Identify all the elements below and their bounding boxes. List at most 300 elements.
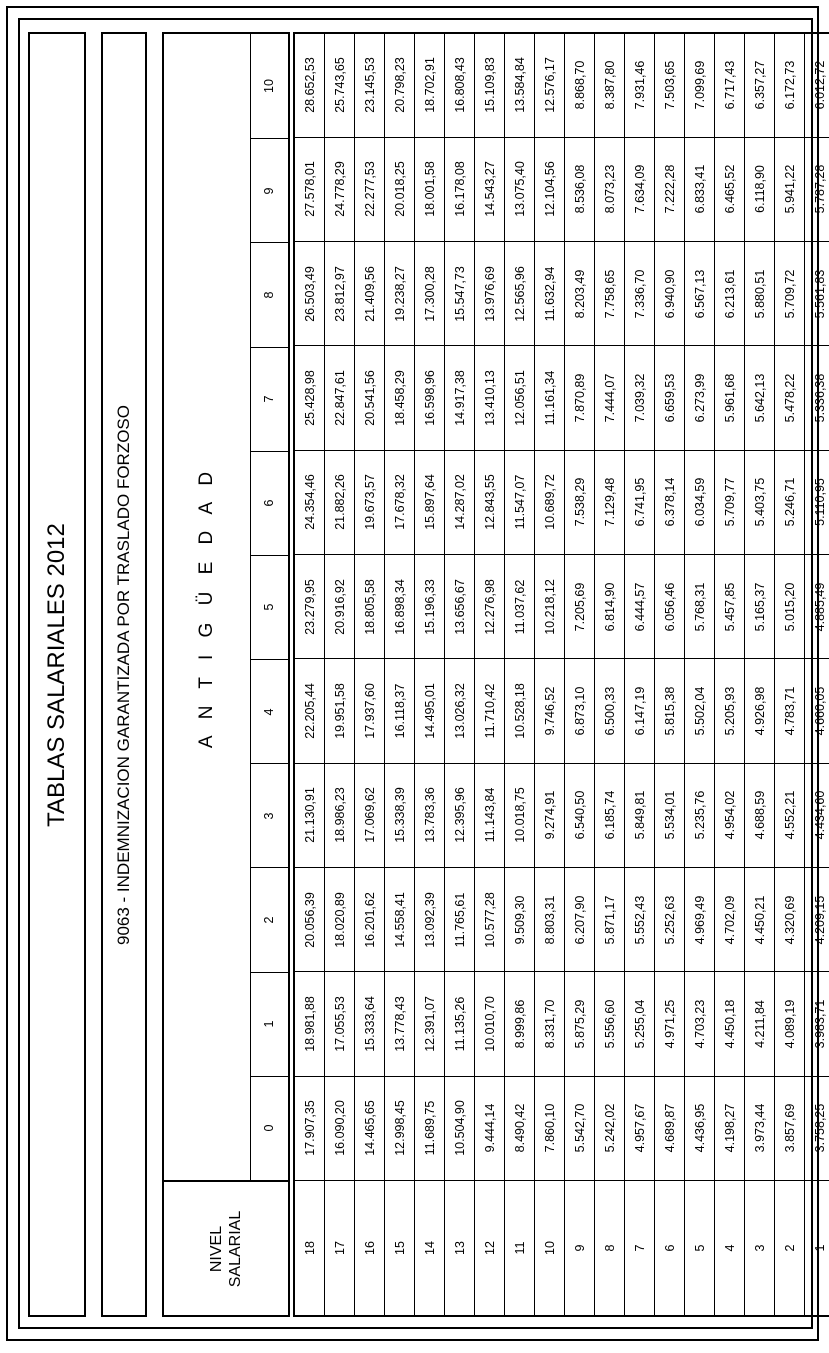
table-cell (595, 242, 625, 346)
nivel-cell (655, 1181, 685, 1316)
nivel-cell (685, 1181, 715, 1316)
table-cell (625, 555, 655, 659)
salary-value: 6.118,90 (752, 165, 767, 214)
table-cell (775, 450, 805, 554)
table-cell (805, 1076, 829, 1180)
table-cell (445, 346, 475, 450)
nivel-row (294, 1181, 829, 1316)
salary-value: 15.897,64 (422, 474, 437, 531)
table-cell (745, 137, 775, 241)
table-cell (325, 346, 355, 450)
salary-value: 24.778,29 (332, 161, 347, 218)
table-cell (625, 242, 655, 346)
salary-value: 5.871,17 (602, 895, 617, 945)
salary-value: 13.584,84 (512, 57, 527, 114)
year-row-2 (294, 868, 829, 972)
salary-value: 8.536,08 (572, 165, 587, 214)
salary-value: 21.130,91 (302, 787, 317, 844)
salary-value: 12.104,56 (542, 161, 557, 218)
table-cell (355, 763, 385, 867)
table-cell (325, 137, 355, 241)
table-cell (715, 450, 745, 554)
salary-value: 8.387,80 (602, 61, 617, 110)
table-cell (385, 659, 415, 763)
year-label: 6 (262, 499, 276, 507)
table-cell (565, 555, 595, 659)
salary-value: 15.196,33 (422, 578, 437, 635)
salary-value: 6.273,99 (692, 373, 707, 423)
salary-value: 6.012,72 (812, 61, 827, 110)
table-cell (294, 242, 325, 346)
page-subtitle: 9063 - INDEMNIZACION GARANTIZADA POR TRASLADO FORZOSO (114, 404, 133, 945)
salary-value: 18.805,58 (362, 578, 377, 635)
salary-value: 22.277,53 (362, 161, 377, 218)
table-cell (355, 33, 385, 137)
salary-value: 17.937,60 (362, 683, 377, 739)
salary-value: 5.642,13 (752, 373, 767, 423)
salary-value: 10.689,72 (542, 474, 557, 531)
salary-value: 4.957,67 (632, 1104, 647, 1153)
table-cell (805, 555, 829, 659)
salary-value: 5.815,38 (662, 686, 677, 736)
salary-value: 14.917,38 (452, 370, 467, 426)
salary-value: 8.868,70 (572, 61, 587, 110)
salary-value: 10.528,18 (512, 683, 527, 739)
year-header-3 (250, 763, 288, 867)
nivel-label: 15 (392, 1241, 407, 1255)
table-cell (715, 33, 745, 137)
year-label: 7 (262, 395, 276, 403)
nivel-cell (325, 1181, 355, 1316)
salary-value: 6.940,90 (662, 269, 677, 319)
salary-table (293, 32, 829, 1317)
nivel-cell (595, 1181, 625, 1316)
nivel-label: 4 (722, 1244, 737, 1252)
table-cell (325, 659, 355, 763)
table-cell (535, 346, 565, 450)
salary-value: 13.026,32 (452, 683, 467, 739)
table-cell (775, 1076, 805, 1180)
nivel-cell (775, 1181, 805, 1316)
salary-value: 10.577,28 (482, 891, 497, 948)
salary-value: 17.907,35 (302, 1100, 317, 1157)
salary-value: 8.999,86 (512, 999, 527, 1049)
salary-value: 21.882,26 (332, 474, 347, 531)
salary-value: 4.688,59 (752, 791, 767, 840)
table-cell (805, 450, 829, 554)
table-cell (355, 659, 385, 763)
table-cell (355, 972, 385, 1076)
table-cell (745, 346, 775, 450)
table-cell (625, 659, 655, 763)
table-cell (445, 763, 475, 867)
salary-value: 6.540,50 (572, 791, 587, 840)
salary-value: 6.172,73 (782, 61, 797, 110)
salary-value: 23.145,53 (362, 57, 377, 114)
salary-value: 15.109,83 (482, 57, 497, 114)
salary-value: 8.490,42 (512, 1104, 527, 1153)
salary-value: 5.709,72 (782, 269, 797, 319)
table-cell (535, 137, 565, 241)
salary-value: 13.656,67 (452, 578, 467, 635)
salary-value: 6.741,95 (632, 478, 647, 527)
salary-value: 5.787,28 (812, 165, 827, 214)
salary-value: 14.495,01 (422, 683, 437, 739)
table-cell (294, 659, 325, 763)
year-row-7 (294, 346, 829, 450)
table-cell (505, 346, 535, 450)
year-header-7 (250, 347, 288, 451)
table-cell (385, 242, 415, 346)
table-cell (595, 868, 625, 972)
year-header-4 (250, 659, 288, 763)
table-cell (655, 659, 685, 763)
table-cell (415, 868, 445, 972)
nivel-cell (565, 1181, 595, 1316)
year-row-1 (294, 972, 829, 1076)
table-cell (775, 242, 805, 346)
nivel-label: 16 (362, 1241, 377, 1255)
table-cell (505, 242, 535, 346)
nivel-cell (805, 1181, 829, 1316)
table-cell (355, 868, 385, 972)
header-box (162, 32, 290, 1317)
table-cell (385, 137, 415, 241)
salary-value: 6.185,74 (602, 791, 617, 840)
table-cell (565, 33, 595, 137)
table-cell (355, 346, 385, 450)
nivel-label: 1 (812, 1244, 827, 1252)
salary-value: 7.222,28 (662, 165, 677, 214)
salary-value: 11.143,84 (482, 788, 497, 843)
salary-value: 5.961,68 (722, 373, 737, 423)
salary-value: 12.998,45 (392, 1100, 407, 1157)
table-cell (445, 33, 475, 137)
table-cell (625, 972, 655, 1076)
salary-value: 24.354,46 (302, 474, 317, 531)
salary-value: 5.110,95 (812, 478, 827, 527)
table-cell (385, 450, 415, 554)
table-cell (595, 137, 625, 241)
year-header-9 (250, 138, 288, 242)
salary-value: 16.118,37 (392, 683, 407, 739)
salary-value: 6.833,41 (692, 165, 707, 214)
salary-value: 5.252,63 (662, 895, 677, 945)
table-cell (325, 242, 355, 346)
nivel-cell (505, 1181, 535, 1316)
table-cell (475, 868, 505, 972)
salary-value: 28.652,53 (302, 57, 317, 114)
salary-value: 7.870,89 (572, 373, 587, 423)
salary-value: 15.547,73 (452, 266, 467, 322)
year-header-10 (250, 34, 288, 138)
salary-value: 13.092,39 (422, 891, 437, 948)
salary-value: 18.020,89 (332, 891, 347, 948)
table-cell (385, 555, 415, 659)
salary-value: 6.814,90 (602, 582, 617, 632)
year-header-5 (250, 555, 288, 659)
salary-value: 4.703,23 (692, 999, 707, 1049)
table-cell (445, 137, 475, 241)
table-cell (535, 450, 565, 554)
salary-value: 11.547,07 (512, 475, 527, 530)
table-cell (685, 1076, 715, 1180)
nivel-label: 13 (452, 1241, 467, 1255)
table-cell (805, 972, 829, 1076)
table-cell (294, 868, 325, 972)
nivel-cell (445, 1181, 475, 1316)
salary-value: 10.504,90 (452, 1100, 467, 1157)
salary-value: 23.279,95 (302, 578, 317, 635)
salary-value: 11.135,26 (452, 996, 467, 1052)
table-cell (355, 555, 385, 659)
table-cell (745, 763, 775, 867)
subtitle-box (101, 32, 147, 1317)
table-cell (445, 868, 475, 972)
salary-value: 4.660,05 (812, 686, 827, 736)
table-cell (685, 972, 715, 1076)
table-cell (625, 1076, 655, 1180)
salary-value: 19.238,27 (392, 266, 407, 322)
salary-value: 16.090,20 (332, 1100, 347, 1157)
salary-value: 4.209,15 (812, 895, 827, 945)
table-cell (535, 1076, 565, 1180)
salary-value: 16.808,43 (452, 57, 467, 114)
salary-value: 6.207,90 (572, 895, 587, 945)
nivel-label: 18 (302, 1241, 317, 1255)
salary-value: 4.436,95 (692, 1104, 707, 1153)
salary-value: 6.378,14 (662, 478, 677, 527)
salary-value: 7.336,70 (632, 269, 647, 319)
table-cell (625, 868, 655, 972)
table-cell (565, 659, 595, 763)
title-box (28, 32, 86, 1317)
table-cell (415, 346, 445, 450)
salary-value: 12.056,51 (512, 370, 527, 426)
table-cell (805, 242, 829, 346)
table-cell (775, 346, 805, 450)
salary-value: 15.338,39 (392, 787, 407, 844)
table-cell (745, 659, 775, 763)
salary-value: 18.986,23 (332, 787, 347, 844)
table-cell (294, 33, 325, 137)
salary-value: 3.857,69 (782, 1104, 797, 1153)
salary-value: 5.768,31 (692, 582, 707, 632)
table-cell (805, 868, 829, 972)
table-cell (415, 763, 445, 867)
table-cell (475, 450, 505, 554)
salary-value: 5.165,37 (752, 582, 767, 632)
table-cell (685, 450, 715, 554)
salary-value: 5.403,75 (752, 478, 767, 527)
table-cell (655, 972, 685, 1076)
table-cell (294, 972, 325, 1076)
table-cell (745, 450, 775, 554)
salary-value: 17.069,62 (362, 787, 377, 844)
table-cell (475, 555, 505, 659)
table-cell (685, 659, 715, 763)
table-cell (655, 868, 685, 972)
table-cell (445, 450, 475, 554)
table-cell (445, 1076, 475, 1180)
table-cell (415, 1076, 445, 1180)
salary-value: 13.778,43 (392, 996, 407, 1052)
salary-value: 4.089,19 (782, 999, 797, 1049)
table-cell (595, 555, 625, 659)
salary-value: 17.055,53 (332, 996, 347, 1052)
salary-value: 18.702,91 (422, 57, 437, 114)
table-cell (685, 346, 715, 450)
table-cell (715, 1076, 745, 1180)
salary-value: 7.099,69 (692, 61, 707, 110)
table-cell (505, 450, 535, 554)
table-cell (325, 972, 355, 1076)
table-cell (685, 242, 715, 346)
table-cell (415, 450, 445, 554)
table-cell (475, 972, 505, 1076)
salary-value: 5.556,60 (602, 999, 617, 1049)
salary-value: 4.434,60 (812, 791, 827, 840)
table-cell (715, 137, 745, 241)
table-cell (415, 659, 445, 763)
salary-value: 4.885,49 (812, 582, 827, 632)
table-cell (565, 137, 595, 241)
year-label: 3 (262, 812, 276, 820)
table-cell (505, 1076, 535, 1180)
salary-value: 6.034,59 (692, 478, 707, 527)
salary-value: 6.357,27 (752, 61, 767, 110)
table-cell (745, 33, 775, 137)
table-cell (475, 33, 505, 137)
salary-value: 4.450,21 (752, 895, 767, 945)
salary-value: 5.457,85 (722, 582, 737, 632)
table-cell (775, 972, 805, 1076)
year-row-3 (294, 763, 829, 867)
table-cell (625, 450, 655, 554)
table-cell (565, 868, 595, 972)
table-cell (685, 868, 715, 972)
table-cell (625, 33, 655, 137)
salary-value: 9.509,30 (512, 895, 527, 945)
salary-value: 13.075,40 (512, 161, 527, 218)
salary-value: 6.873,10 (572, 686, 587, 736)
nivel-cell (715, 1181, 745, 1316)
year-header-2 (250, 867, 288, 971)
salary-value: 5.941,22 (782, 165, 797, 214)
table-cell (294, 763, 325, 867)
year-label: 0 (262, 1124, 276, 1132)
table-cell (715, 868, 745, 972)
salary-value: 10.218,12 (542, 578, 557, 635)
salary-value: 11.037,62 (512, 579, 527, 635)
table-cell (745, 868, 775, 972)
table-cell (715, 242, 745, 346)
table-cell (475, 659, 505, 763)
table-cell (505, 659, 535, 763)
salary-value: 4.783,71 (782, 686, 797, 736)
year-row-10 (294, 33, 829, 137)
table-cell (625, 763, 655, 867)
nivel-cell (355, 1181, 385, 1316)
salary-value: 25.743,65 (332, 57, 347, 114)
table-cell (385, 763, 415, 867)
salary-value: 5.542,70 (572, 1104, 587, 1153)
salary-value: 6.567,13 (692, 269, 707, 319)
nivel-cell (294, 1181, 325, 1316)
salary-value: 21.409,56 (362, 266, 377, 322)
nivel-label: 7 (632, 1244, 647, 1252)
table-cell (505, 868, 535, 972)
salary-value: 9.746,52 (542, 686, 557, 736)
salary-value: 5.880,51 (752, 269, 767, 319)
table-cell (445, 555, 475, 659)
salary-value: 5.015,20 (782, 582, 797, 632)
table-cell (655, 450, 685, 554)
year-row-4 (294, 659, 829, 763)
salary-value: 4.552,21 (782, 791, 797, 840)
salary-value: 18.001,58 (422, 161, 437, 218)
year-label: 8 (262, 291, 276, 299)
year-label: 9 (262, 187, 276, 195)
salary-value: 13.783,36 (422, 787, 437, 844)
salary-value: 7.039,32 (632, 373, 647, 423)
nivel-cell (475, 1181, 505, 1316)
table-cell (715, 972, 745, 1076)
year-row-9 (294, 137, 829, 241)
table-cell (535, 659, 565, 763)
salary-value: 8.073,23 (602, 165, 617, 214)
salary-value: 4.926,98 (752, 686, 767, 736)
table-cell (685, 763, 715, 867)
table-cell (715, 346, 745, 450)
table-cell (775, 868, 805, 972)
salary-value: 14.287,02 (452, 474, 467, 531)
year-label: 2 (262, 916, 276, 924)
table-cell (475, 763, 505, 867)
salary-value: 5.242,02 (602, 1104, 617, 1153)
nivel-label: 2 (782, 1244, 797, 1252)
salary-value: 5.875,29 (572, 999, 587, 1049)
salary-value: 6.444,57 (632, 582, 647, 632)
salary-value: 5.255,04 (632, 999, 647, 1049)
salary-value: 4.211,84 (752, 1000, 767, 1048)
salary-value: 15.333,64 (362, 996, 377, 1052)
table-cell (565, 450, 595, 554)
salary-value: 6.717,43 (722, 61, 737, 110)
salary-value: 12.576,17 (542, 57, 557, 114)
salary-value: 10.010,70 (482, 996, 497, 1052)
table-cell (535, 242, 565, 346)
salary-value: 22.847,61 (332, 370, 347, 426)
table-cell (505, 972, 535, 1076)
salary-value: 5.552,43 (632, 895, 647, 945)
table-cell (745, 1076, 775, 1180)
year-label: 1 (262, 1020, 276, 1028)
nivel-cell (415, 1181, 445, 1316)
salary-value: 12.276,98 (482, 578, 497, 635)
salary-value: 4.969,49 (692, 895, 707, 945)
year-header-1 (250, 972, 288, 1076)
table-cell (715, 763, 745, 867)
salary-value: 6.147,19 (632, 686, 647, 736)
table-cell (745, 972, 775, 1076)
table-cell (415, 137, 445, 241)
table-cell (595, 1076, 625, 1180)
salary-value: 5.502,04 (692, 686, 707, 736)
table-cell (294, 1076, 325, 1180)
year-header-8 (250, 242, 288, 346)
table-cell (805, 33, 829, 137)
